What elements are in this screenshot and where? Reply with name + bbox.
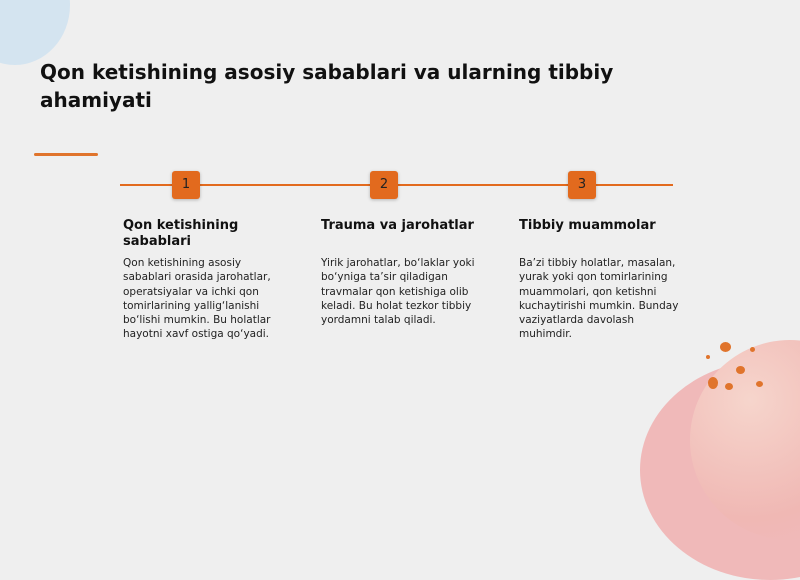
step-description: Ba’zi tibbiy holatlar, masalan, yurak yoki qon tomirlarining muammolari, qon ketishni kuchaytirishi mumkin. Bunday vaziyatlarda davolash muhimdir. (519, 257, 679, 341)
decorative-dot (750, 347, 755, 352)
step-heading: Qon ketishining sabablari (123, 218, 239, 249)
decorative-dot (708, 377, 718, 389)
slide-title: Qon ketishining asosiy sabablari va ularning tibbiy ahamiyati (40, 60, 614, 112)
step-description: Qon ketishining asosiy sabablari orasida jarohatlar, operatsiyalar va ichki qon tomirlarining yallig‘lanishi bo‘lishi mumkin. Bu holatlar hayotni xavf ostiga qo‘yadi. (123, 257, 271, 341)
step-column-1 (123, 218, 288, 342)
step-column-3 (519, 218, 684, 342)
decorative-dot (720, 342, 731, 352)
step-heading: Tibbiy muammolar (519, 218, 656, 233)
step-description: Yirik jarohatlar, bo‘laklar yoki bo‘yniga ta’sir qiladigan travmalar qon ketishiga olib keladi. Bu holat tezkor tibbiy yordamni talab qiladi. (321, 257, 475, 327)
step-badge-3: 3 (568, 171, 596, 199)
title-accent-bar (34, 153, 98, 156)
decorative-dot (736, 366, 745, 374)
step-badge-1: 1 (172, 171, 200, 199)
decorative-dot (706, 355, 710, 359)
decorative-blob-top-left (0, 0, 70, 65)
step-column-2 (321, 218, 486, 327)
decorative-dot (725, 383, 733, 390)
step-heading: Trauma va jarohatlar (321, 218, 474, 233)
decorative-dot (756, 381, 763, 387)
step-badge-2: 2 (370, 171, 398, 199)
